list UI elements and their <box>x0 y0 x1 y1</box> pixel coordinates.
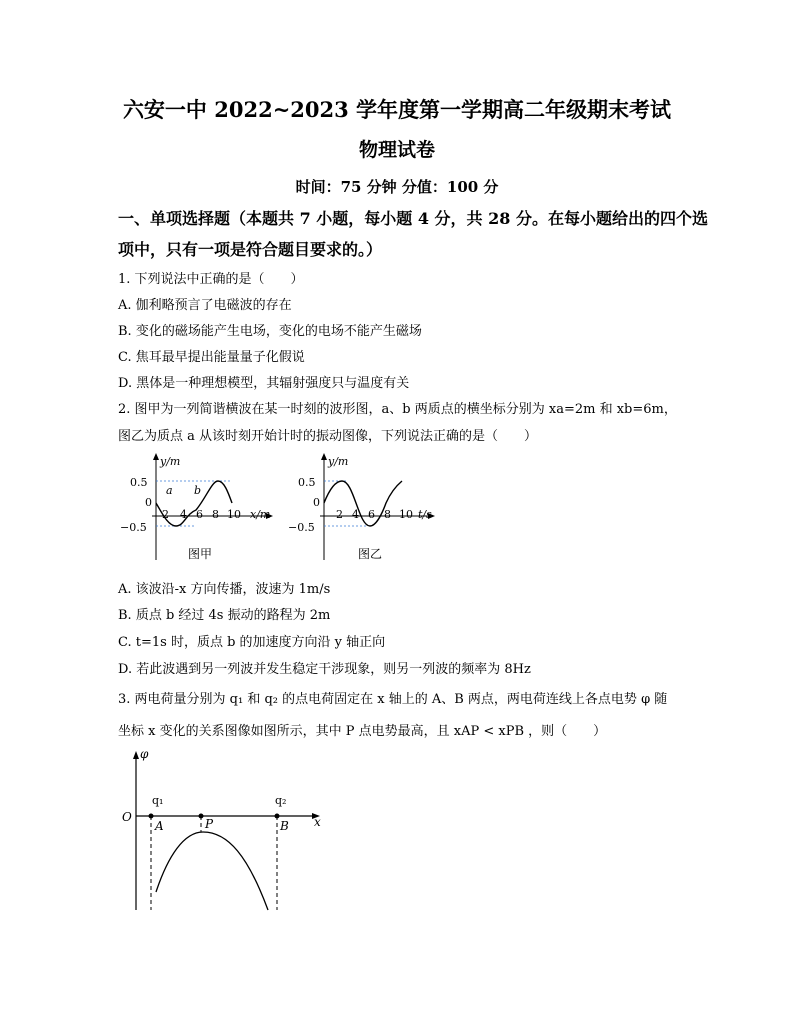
y-label: y/m <box>160 455 181 468</box>
point-b-label: B <box>280 819 289 833</box>
q2-option-c: C. t=1s 时，质点 b 的加速度方向沿 y 轴正向 <box>118 635 386 650</box>
point-a-label: A <box>155 819 164 833</box>
y-tick-bottom: −0.5 <box>120 521 147 534</box>
y-tick-top: 0.5 <box>298 476 316 489</box>
y-label: y/m <box>328 455 349 468</box>
q3-stem-line2: 坐标 x 变化的关系图像如图所示，其中 P 点电势最高，且 xAP < xPB ，则（ ） <box>118 724 607 739</box>
t-tick-8: 8 <box>384 508 391 521</box>
y-arrow <box>321 453 327 460</box>
y-tick-zero: 0 <box>313 496 320 509</box>
figure-yi <box>286 448 446 566</box>
t-tick-4: 4 <box>352 508 359 521</box>
q1-option-c: C. 焦耳最早提出能量量子化假说 <box>118 350 305 365</box>
point-p-label: P <box>205 817 214 831</box>
phi-label: φ <box>140 747 149 761</box>
figure-potential <box>118 744 338 916</box>
y-tick-zero: 0 <box>145 496 152 509</box>
exam-title: 六安一中 2022~2023 学年度第一学期高二年级期末考试 <box>122 97 672 122</box>
potential-curve <box>156 832 268 910</box>
t-tick-2: 2 <box>336 508 343 521</box>
caption-jia: 图甲 <box>188 547 213 561</box>
origin-label: O <box>122 810 132 824</box>
q3-stem-line1: 3. 两电荷量分别为 q₁ 和 q₂ 的点电荷固定在 x 轴上的 A、B 两点，两电荷连线上各点电势 φ 随 <box>118 692 668 707</box>
q2-option-a: A. 该波沿-x 方向传播，波速为 1m/s <box>118 582 331 597</box>
q1-label: q₁ <box>152 794 164 807</box>
x-tick-2: 2 <box>162 508 169 521</box>
subject-title: 物理试卷 <box>358 139 435 161</box>
x-tick-8: 8 <box>212 508 219 521</box>
x-label: x <box>314 815 321 829</box>
q2-stem-line1: 2. 图甲为一列简谐横波在某一时刻的波形图，a、b 两质点的横坐标分别为 xa=2m 和 xb=6m， <box>118 402 677 417</box>
phi-arrow <box>133 751 139 759</box>
figure-jia <box>118 448 288 566</box>
point-a-label: a <box>166 484 173 497</box>
q1-stem: 1. 下列说法中正确的是（ ） <box>118 272 304 287</box>
q2-stem-line2: 图乙为质点 a 从该时刻开始计时的振动图像，下列说法正确的是（ ） <box>118 429 538 444</box>
x-tick-4: 4 <box>180 508 187 521</box>
q1-option-b: B. 变化的磁场能产生电场，变化的电场不能产生磁场 <box>118 324 422 339</box>
section-heading-line1: 一、单项选择题（本题共 7 小题，每小题 4 分，共 28 分。在每小题给出的四个选 <box>118 209 708 228</box>
point-b-label: b <box>194 484 202 497</box>
q2-option-b: B. 质点 b 经过 4s 振动的路程为 2m <box>118 608 331 623</box>
t-tick-10: 10 <box>399 508 413 521</box>
t-tick-6: 6 <box>368 508 375 521</box>
time-score: 时间：75 分钟 分值：100 分 <box>295 178 499 196</box>
x-tick-6: 6 <box>196 508 203 521</box>
y-tick-bottom: −0.5 <box>288 521 315 534</box>
t-label: t/s <box>418 508 432 521</box>
q2-option-d: D. 若此波遇到另一列波并发生稳定干涉现象，则另一列波的频率为 8Hz <box>118 662 531 677</box>
q1-option-d: D. 黑体是一种理想模型，其辐射强度只与温度有关 <box>118 376 410 391</box>
q1-option-a: A. 伽利略预言了电磁波的存在 <box>118 298 292 313</box>
q2-label: q₂ <box>275 794 287 807</box>
section-heading-line2: 项中，只有一项是符合题目要求的。） <box>118 240 383 259</box>
caption-yi: 图乙 <box>358 547 383 561</box>
x-label: x/m <box>250 508 271 521</box>
y-arrow <box>153 453 159 460</box>
y-tick-top: 0.5 <box>130 476 148 489</box>
x-tick-10: 10 <box>227 508 241 521</box>
